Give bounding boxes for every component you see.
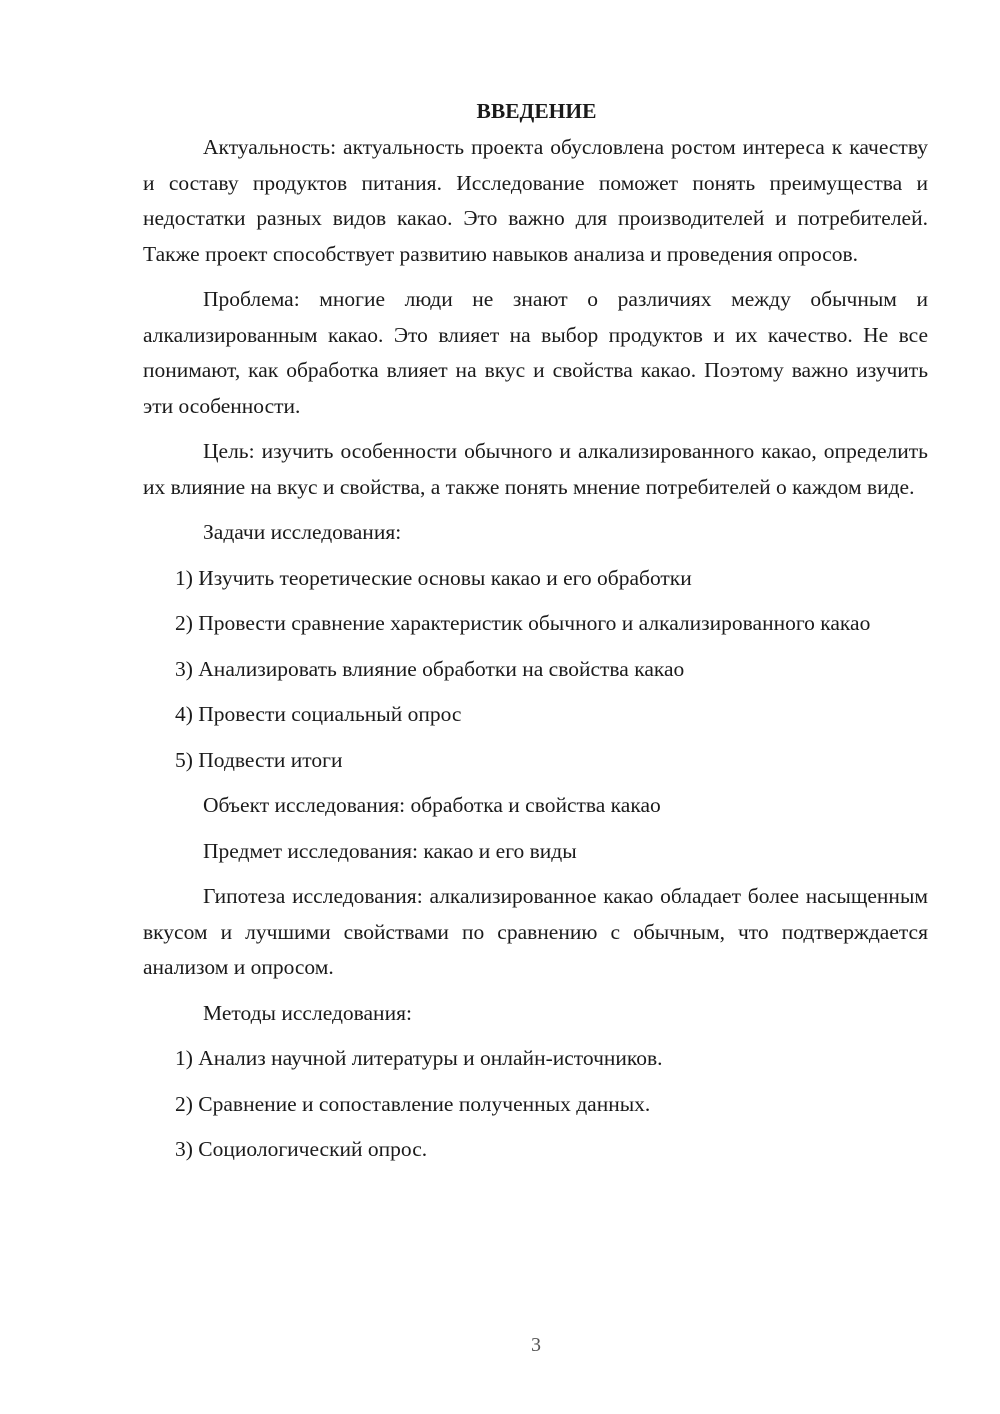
subject-paragraph: Предмет исследования: какао и его виды bbox=[203, 838, 577, 863]
list-item: 5) Подвести итоги bbox=[175, 747, 343, 772]
page-content bbox=[143, 95, 928, 1178]
tasks-list bbox=[143, 561, 928, 779]
goal-paragraph: Цель: изучить особенности обычного и алкализированного какао, определить их влияние на вкус и свойства, а также понять мнение потребителей о каждом виде. bbox=[143, 439, 928, 499]
methods-list bbox=[143, 1041, 928, 1168]
list-item: 4) Провести социальный опрос bbox=[175, 702, 462, 726]
tasks-heading: Задачи исследования: bbox=[203, 520, 402, 544]
list-item: 2) Сравнение и сопоставление полученных данных. bbox=[175, 1091, 651, 1116]
page-number: 3 bbox=[531, 1334, 541, 1356]
page-title: ВВЕДЕНИЕ bbox=[476, 99, 597, 123]
list-item: 3) Анализировать влияние обработки на свойства какао bbox=[175, 656, 685, 681]
list-item: 2) Провести сравнение характеристик обычного и алкализированного какао bbox=[175, 611, 871, 635]
list-item: 3) Социологический опрос. bbox=[175, 1137, 428, 1161]
problem-paragraph: Проблема: многие люди не знают о различиях между обычным и алкализированным какао. Это влияет на выбор продуктов и их качество. Не все понимают, как обработка влияет на вкус и свойства какао. Поэтому важно изучить эти особенности. bbox=[143, 287, 928, 418]
methods-heading: Методы исследования: bbox=[203, 1000, 412, 1025]
relevance-paragraph: Актуальность: актуальность проекта обусловлена ростом интереса к качеству и составу продуктов питания. Исследование поможет понять преимущества и недостатки разных видов какао. Это важно для производителей и потребителей. Также проект способствует развитию навыков анализа и проведения опросов. bbox=[143, 135, 928, 266]
list-item: 1) Анализ научной литературы и онлайн-источников. bbox=[175, 1046, 663, 1070]
list-item: 1) Изучить теоретические основы какао и его обработки bbox=[175, 565, 692, 590]
hypothesis-paragraph: Гипотеза исследования: алкализированное какао обладает более насыщенным вкусом и лучшими свойствами по сравнению с обычным, что подтверждается анализом и опросом. bbox=[143, 884, 928, 979]
object-paragraph: Объект исследования: обработка и свойства какао bbox=[203, 793, 661, 817]
